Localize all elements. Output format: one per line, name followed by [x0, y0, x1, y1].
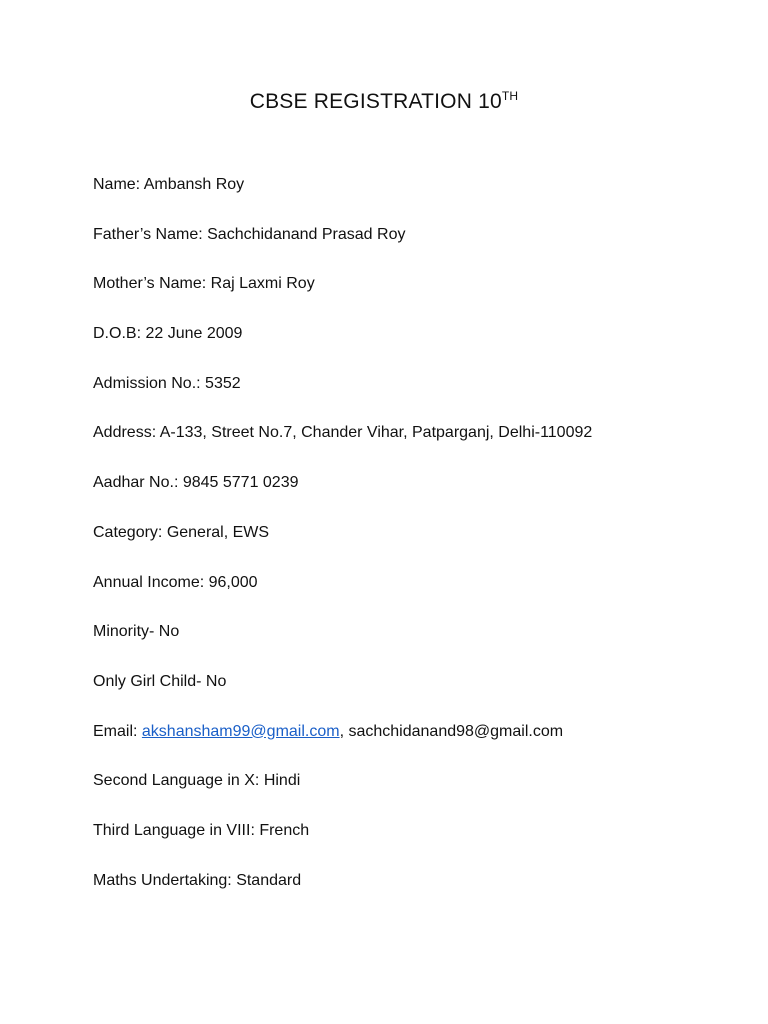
field-label: Address:: [93, 424, 160, 442]
field-value: Standard: [236, 871, 302, 889]
field-annual-income: [93, 571, 713, 595]
field-value: Sachchidanand Prasad Roy: [207, 225, 406, 243]
field-value: 9845 5771 0239: [182, 474, 299, 492]
field-label: Only Girl Child-: [93, 672, 206, 690]
field-label: Aadhar No.:: [93, 474, 183, 492]
field-value: 22 June 2009: [145, 325, 243, 343]
email-link[interactable]: akshansham99@gmail.com: [141, 722, 340, 740]
field-label: Maths Undertaking:: [93, 871, 237, 889]
field-label: Third Language in VIII:: [93, 821, 260, 839]
field-label: Mother’s Name:: [93, 275, 211, 293]
field-category: [93, 521, 713, 545]
page-title: [0, 88, 768, 116]
field-third-language: [93, 819, 713, 843]
field-label: Admission No.:: [93, 374, 206, 392]
field-label: Name:: [93, 176, 144, 193]
field-name: [93, 173, 713, 197]
field-aadhar-no: [93, 471, 713, 495]
field-minority: [93, 620, 713, 644]
field-label: Email:: [93, 722, 142, 740]
field-only-girl-child: [93, 670, 713, 694]
field-value: Hindi: [263, 772, 301, 790]
email-secondary: sachchidanand98@gmail.com: [348, 722, 564, 740]
field-value: 5352: [205, 374, 241, 392]
title-main: CBSE REGISTRATION 10: [249, 90, 502, 113]
field-label: Annual Income:: [93, 573, 209, 591]
field-label: D.O.B:: [93, 325, 146, 343]
field-dob: [93, 322, 713, 346]
field-label: Father’s Name:: [93, 225, 208, 243]
field-value: No: [158, 623, 180, 641]
field-mothers-name: [93, 272, 713, 296]
field-value: A-133, Street No.7, Chander Vihar, Patparganj, Delhi-110092: [159, 424, 593, 442]
field-label: Second Language in X:: [93, 772, 264, 790]
field-fathers-name: [93, 223, 713, 247]
field-label: Category:: [93, 523, 167, 541]
field-address: [93, 421, 713, 445]
title-superscript: TH: [501, 89, 519, 103]
field-label: Minority-: [93, 623, 159, 641]
field-value: No: [205, 672, 227, 690]
field-admission-no: [93, 372, 713, 396]
field-value: 96,000: [208, 573, 258, 591]
field-value: Ambansh Roy: [143, 176, 245, 193]
field-value: French: [259, 821, 310, 839]
registration-fields: [93, 173, 713, 918]
field-value: General, EWS: [166, 523, 270, 541]
field-maths-undertaking: [93, 869, 713, 893]
field-email: [93, 720, 713, 744]
field-second-language: [93, 769, 713, 793]
field-value: Raj Laxmi Roy: [210, 275, 315, 293]
email-separator: ,: [339, 722, 349, 740]
